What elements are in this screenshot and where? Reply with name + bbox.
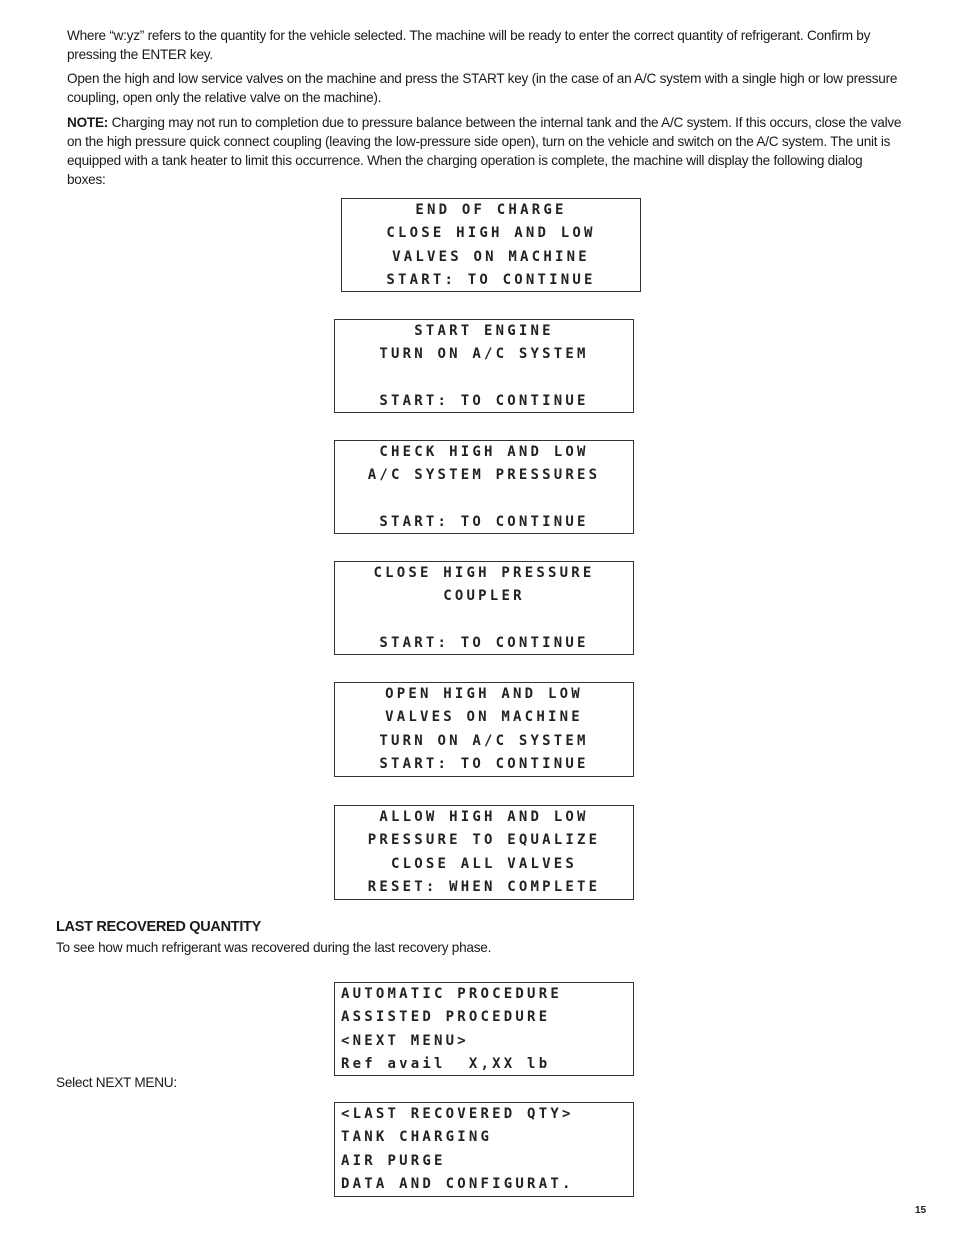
note-label: NOTE: — [67, 115, 109, 130]
dialog-line: CLOSE ALL VALVES — [390, 855, 578, 872]
dialog-line: VALVES ON MACHINE — [392, 248, 590, 265]
dialog-line — [335, 609, 633, 632]
dialog-line: TURN ON A/C SYSTEM — [379, 732, 589, 749]
dialog-equalize-pressure — [334, 805, 634, 900]
next-menu-display — [334, 1102, 634, 1197]
menu-line: AUTOMATIC PROCEDURE — [341, 986, 562, 1002]
menu-line: Ref avail X,XX lb — [341, 1055, 551, 1072]
menu-line: <LAST RECOVERED QTY> — [341, 1106, 574, 1122]
open-valves-paragraph: Open the high and low service valves on the machine and press the START key (in the case of an A/C system with a single high or low pressure coupling, open only the relative valve on the machine). — [67, 71, 898, 105]
dialog-line: A/C SYSTEM PRESSURES — [367, 467, 601, 484]
menu-line: TANK CHARGING — [341, 1129, 493, 1146]
dialog-line: CLOSE HIGH AND LOW — [386, 225, 596, 242]
dialog-line — [335, 488, 633, 511]
dialog-line: VALVES ON MACHINE — [385, 709, 583, 726]
dialog-check-pressures — [334, 440, 634, 534]
dialog-line: CLOSE HIGH PRESSURE — [373, 565, 595, 581]
dialog-end-of-charge — [341, 198, 641, 292]
intro-paragraph: Where “w:yz” refers to the quantity for the vehicle selected. The machine will be ready to enter the correct quantity of refrigerant. Confirm by pressing the ENTER key. — [67, 28, 871, 62]
dialog-line: START: TO CONTINUE — [379, 755, 589, 772]
menu-line: ASSISTED PROCEDURE — [341, 1009, 551, 1026]
dialog-line: RESET: WHEN COMPLETE — [367, 878, 601, 895]
dialog-line: ALLOW HIGH AND LOW — [379, 809, 589, 825]
dialog-open-valves — [334, 682, 634, 777]
dialog-line: START: TO CONTINUE — [379, 513, 589, 530]
dialog-line: START: TO CONTINUE — [386, 271, 596, 288]
dialog-line: TURN ON A/C SYSTEM — [379, 346, 589, 363]
note-paragraph — [67, 113, 903, 189]
section-description: To see how much refrigerant was recovered during the last recovery phase. — [56, 940, 492, 955]
dialog-line: START: TO CONTINUE — [379, 392, 589, 409]
main-menu-display — [334, 982, 634, 1076]
menu-line: <NEXT MENU> — [341, 1032, 469, 1049]
menu-line: AIR PURGE — [341, 1152, 446, 1169]
note-text: Charging may not run to completion due to pressure balance between the internal tank and the A/C system. If this occurs, close the valve on the high pressure quick connect coupling (leaving the low-pressure side open), turn on the vehicle and switch on the A/C system. The unit is equipped with a tank heater to limit this occurrence. When the charging operation is complete, the machine will display the following dialog boxes: — [67, 115, 902, 187]
select-instruction: Select NEXT MENU: — [56, 1075, 177, 1090]
page-number: 15 — [915, 1205, 927, 1216]
dialog-line — [335, 367, 633, 390]
dialog-start-engine — [334, 319, 634, 413]
section-heading: LAST RECOVERED QUANTITY — [56, 919, 261, 935]
dialog-line: START ENGINE — [414, 323, 554, 339]
dialog-line: END OF CHARGE — [415, 202, 567, 218]
menu-line: DATA AND CONFIGURAT. — [341, 1175, 574, 1192]
dialog-line: OPEN HIGH AND LOW — [385, 686, 583, 702]
dialog-line: START: TO CONTINUE — [379, 634, 589, 651]
dialog-line: CHECK HIGH AND LOW — [379, 444, 589, 460]
dialog-line: PRESSURE TO EQUALIZE — [367, 832, 601, 849]
dialog-close-coupler — [334, 561, 634, 655]
dialog-line: COUPLER — [443, 588, 525, 605]
